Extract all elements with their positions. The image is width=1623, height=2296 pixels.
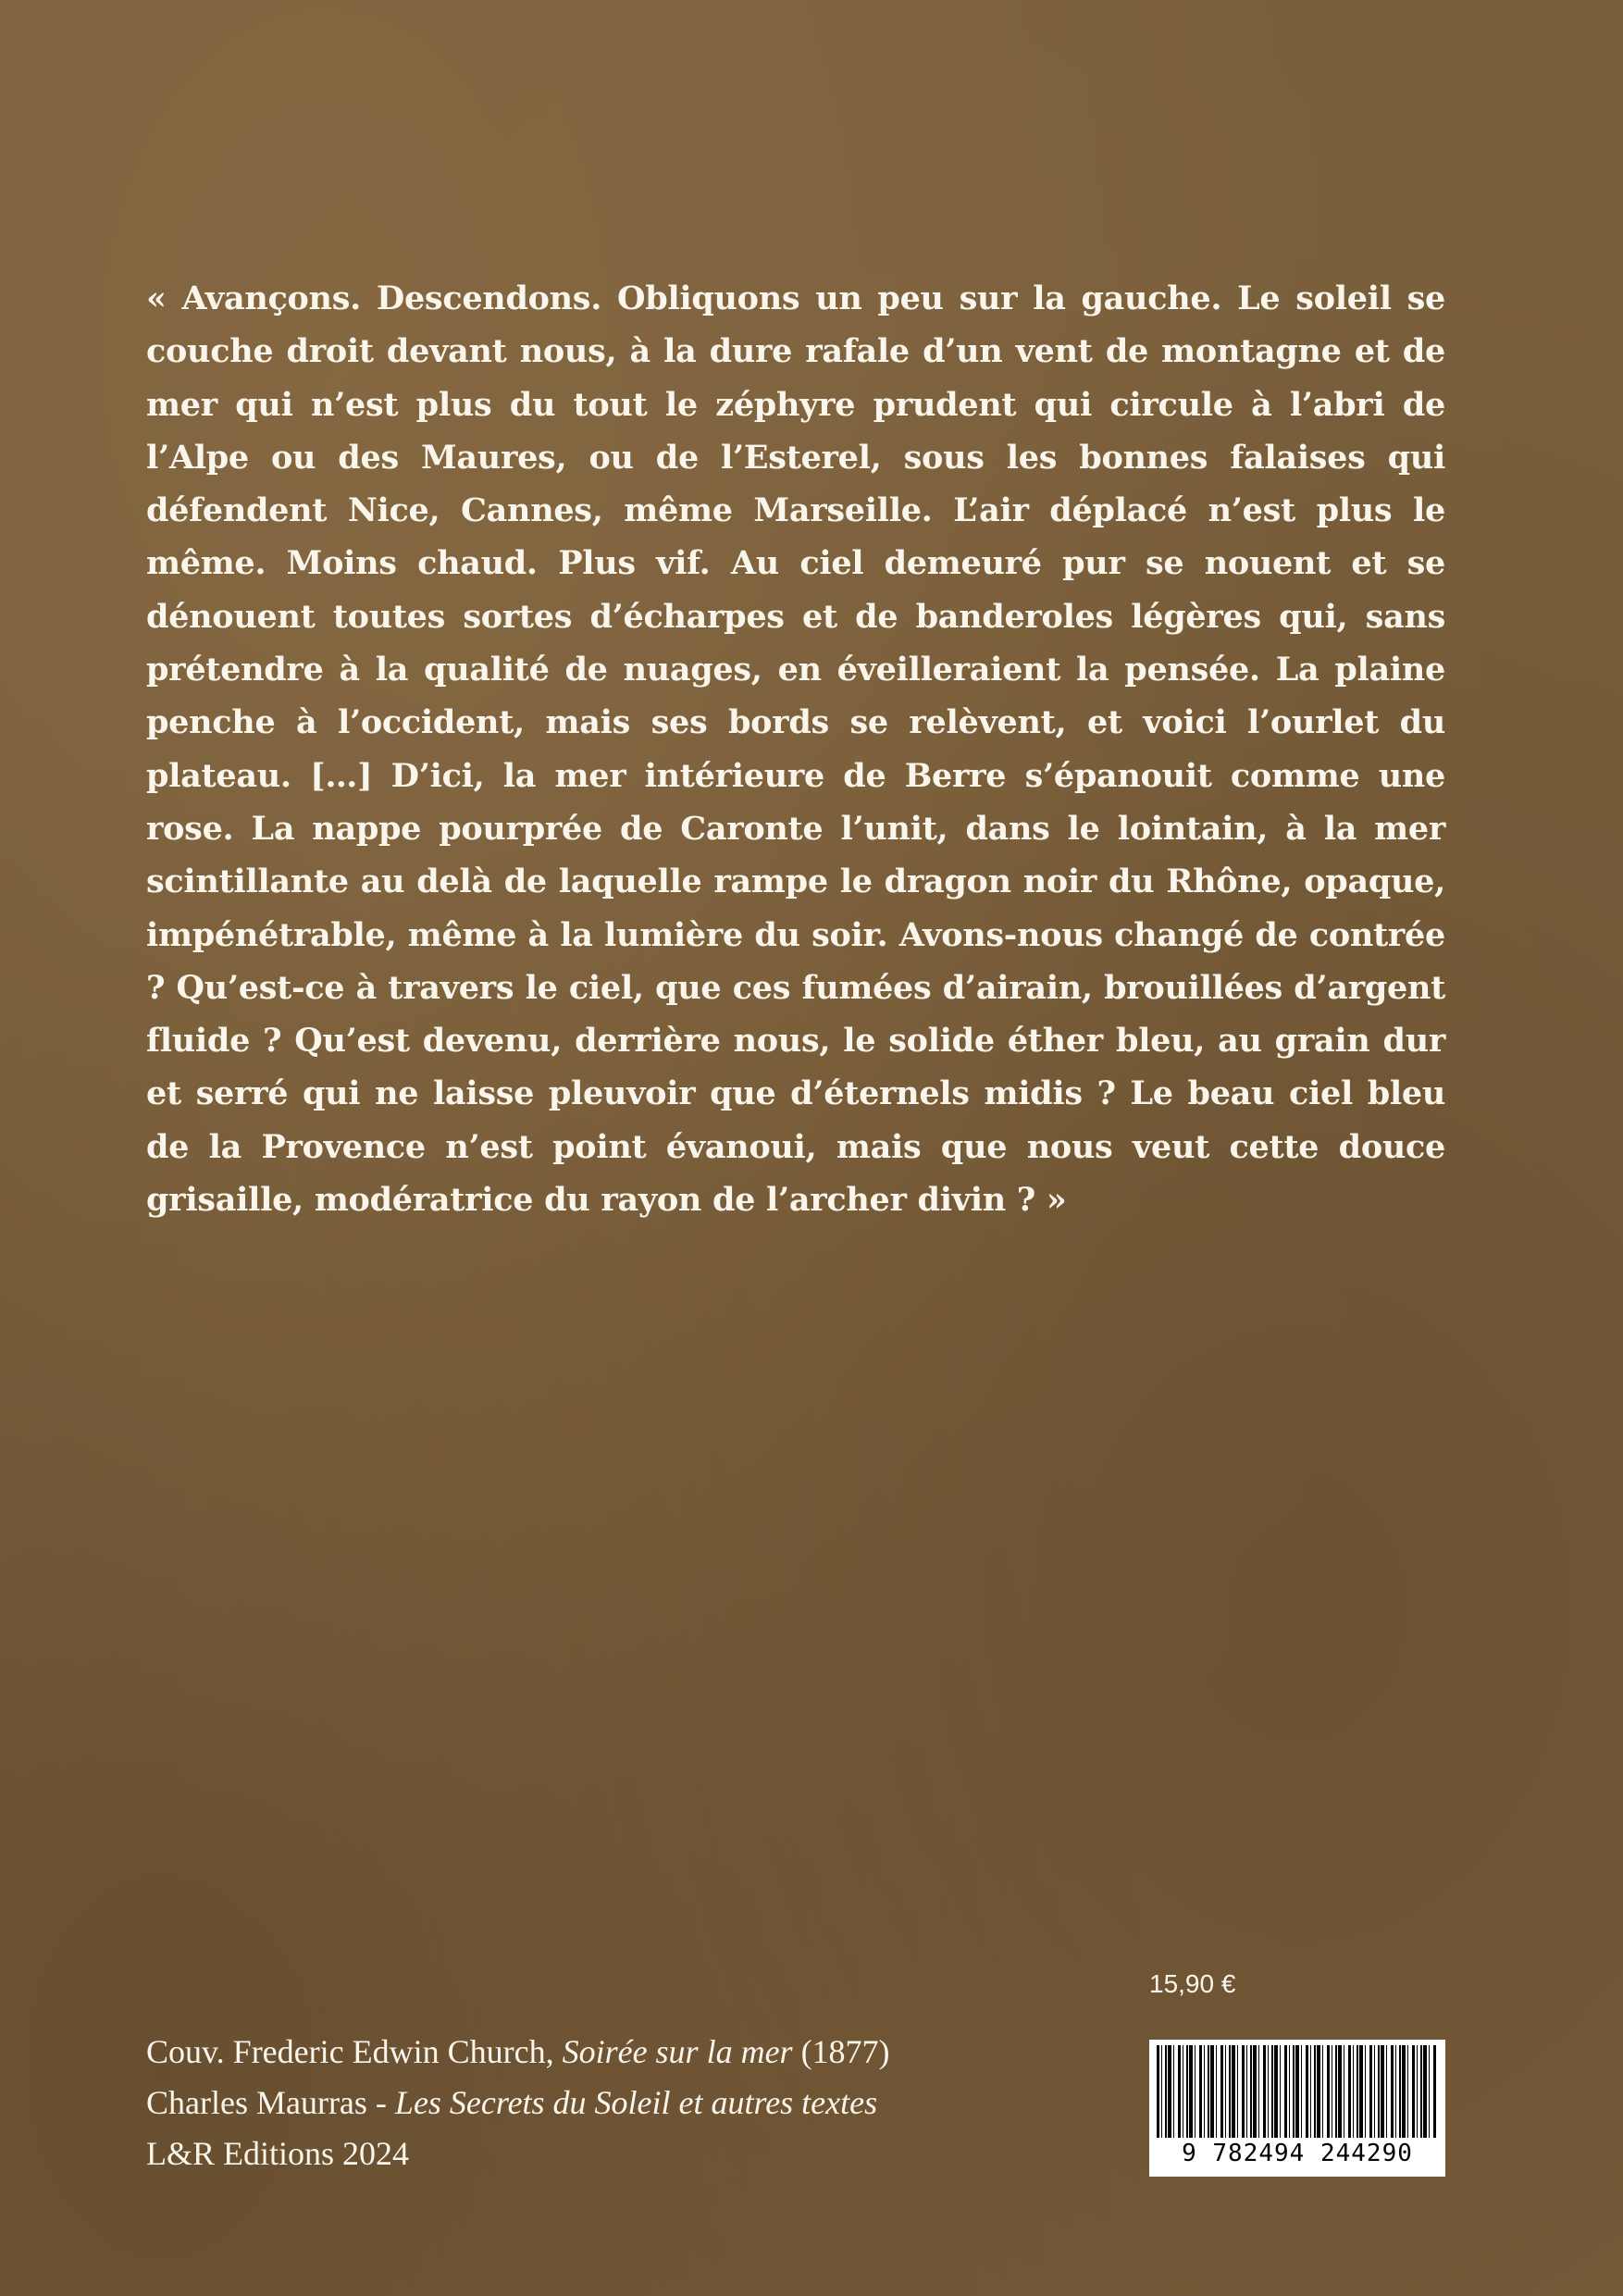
- isbn-number: 9 782494 244290: [1182, 2140, 1413, 2167]
- back-cover-quote: « Avançons. Descendons. Obliquons un peu sur la gauche. Le soleil se couche droit devant nous, à la dure rafale d’un vent de montagne et de mer qui n’est plus du tout le zéphyre prudent qui circule à l’abri de l’Alpe ou des Maures, ou de l’Esterel, sous les bonnes falaises qui défendent Nice, Cannes, même Marseille. L’air déplacé n’est plus le même. Moins chaud. Plus vif. Au ciel demeuré pur se nouent et se dénouent toutes sortes d’écharpes et de banderoles légères qui, sans prétendre à la qualité de nuages, en éveilleraient la pensée. La plaine penche à l’occident, mais ses bords se relèvent, et voici l’ourlet du plateau. […] D’ici, la mer intérieure de Berre s’épanouit comme une rose. La nappe pourprée de Caronte l’unit, dans le lointain, à la mer scintillante au delà de laquelle rampe le dragon noir du Rhône, opaque, impénétrable, même à la lumière du soir. Avons-nous changé de contrée ? Qu’est-ce à travers le ciel, que ces fumées d’airain, brouillées d’argent fluide ? Qu’est devenu, derrière nous, le solide éther bleu, au grain dur et serré qui ne laisse pleuvoir que d’éternels midis ? Le beau ciel bleu de la Provence n’est point évanoui, mais que nous veut cette douce grisaille, modératrice du rayon de l’archer divin ? »: [146, 279, 1445, 1220]
- cover-painting-year: (1877): [792, 2033, 890, 2070]
- book-title: Les Secrets du Soleil et autres textes: [394, 2084, 878, 2121]
- barcode-bars: [1157, 2045, 1438, 2138]
- price-label: 15,90 €: [1149, 1969, 1236, 1998]
- publisher-line: L&R Editions 2024: [146, 2135, 410, 2172]
- author-line: [146, 2078, 890, 2128]
- author-name: Charles Maurras -: [146, 2084, 395, 2121]
- credits-block: [146, 2027, 890, 2179]
- isbn-barcode: [1149, 2040, 1445, 2177]
- cover-painting-title: Soirée sur la mer: [562, 2033, 793, 2070]
- cover-credit: [146, 2027, 890, 2078]
- cover-credit-prefix: Couv. Frederic Edwin Church,: [146, 2033, 563, 2070]
